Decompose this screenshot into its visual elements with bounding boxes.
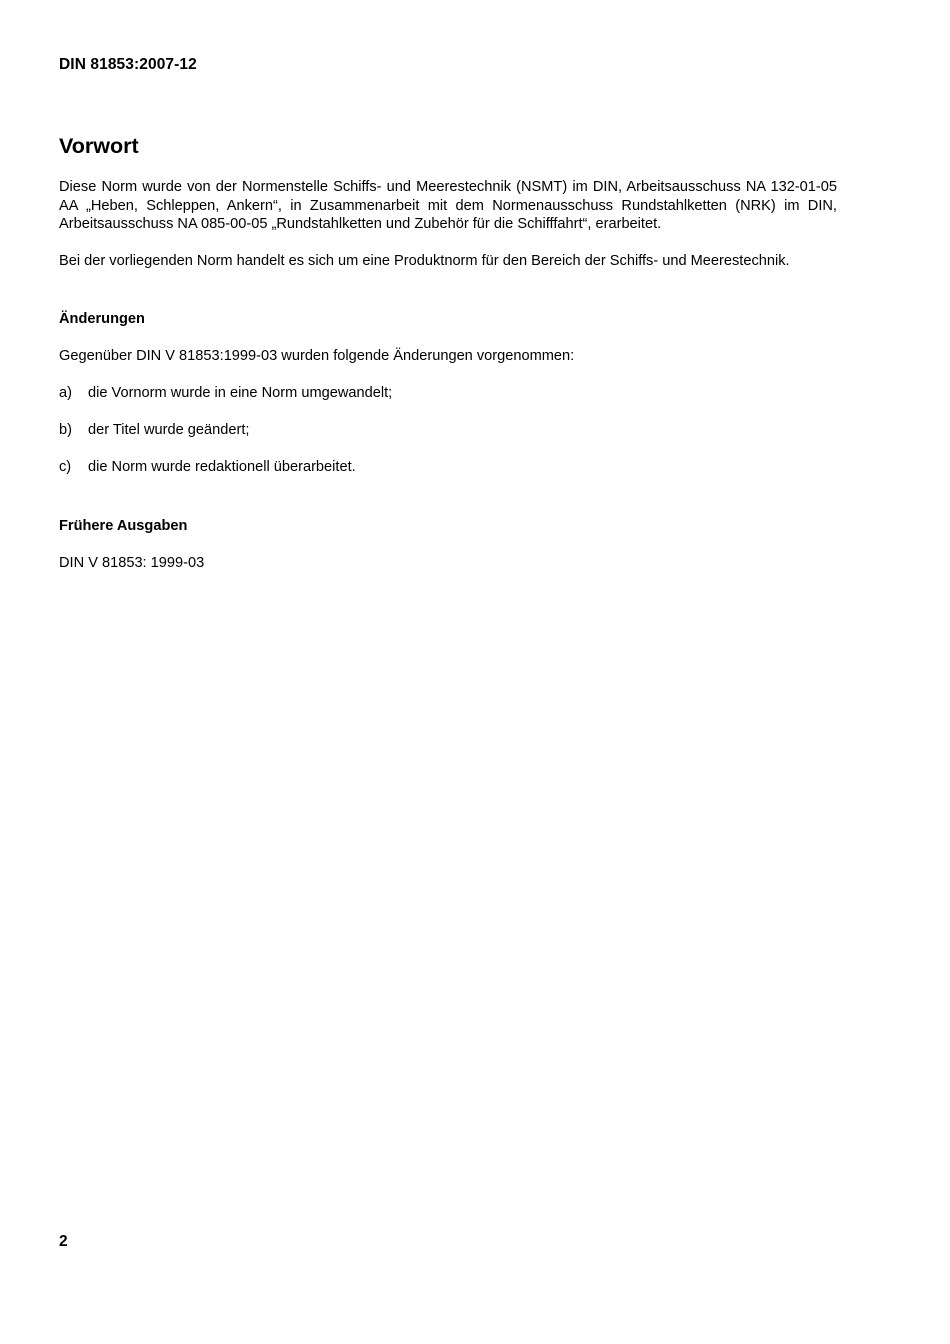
changes-list (59, 384, 837, 477)
document-body (59, 132, 837, 573)
list-item-text: die Vornorm wurde in eine Norm umgewandelt; (88, 384, 393, 401)
foreword-paragraph-1: Diese Norm wurde von der Normenstelle Schiffs- und Meerestechnik (NSMT) im DIN, Arbeitsausschuss NA 132-01-05 AA „Heben, Schleppen, Ankern“, in Zusammenarbeit mit dem Normenausschuss Rundstahlketten (NRK) im DIN, Arbeitsausschuss NA 085-00-05 „Rundstahlketten und Zubehör für die Schifffahrt“, erarbeitet. (59, 179, 837, 232)
changes-intro: Gegenüber DIN V 81853:1999-03 wurden folgende Änderungen vorgenommen: (59, 348, 575, 364)
document-id-header: DIN 81853:2007-12 (59, 56, 197, 73)
changes-heading: Änderungen (59, 311, 145, 327)
previous-editions-text: DIN V 81853: 1999-03 (59, 555, 205, 571)
list-item-text: der Titel wurde geändert; (88, 421, 250, 438)
foreword-paragraph-2: Bei der vorliegenden Norm handelt es sich um eine Produktnorm für den Bereich der Schiffs- und Meerestechnik. (59, 252, 790, 269)
list-marker: a) (59, 384, 72, 401)
list-item-text: die Norm wurde redaktionell überarbeitet. (88, 458, 356, 475)
list-item (59, 458, 837, 477)
page-number: 2 (59, 1233, 68, 1250)
previous-editions-heading: Frühere Ausgaben (59, 518, 188, 534)
foreword-title: Vorwort (59, 134, 139, 158)
list-item (59, 384, 837, 403)
list-marker: c) (59, 458, 72, 475)
list-item (59, 421, 837, 440)
list-marker: b) (59, 421, 72, 438)
